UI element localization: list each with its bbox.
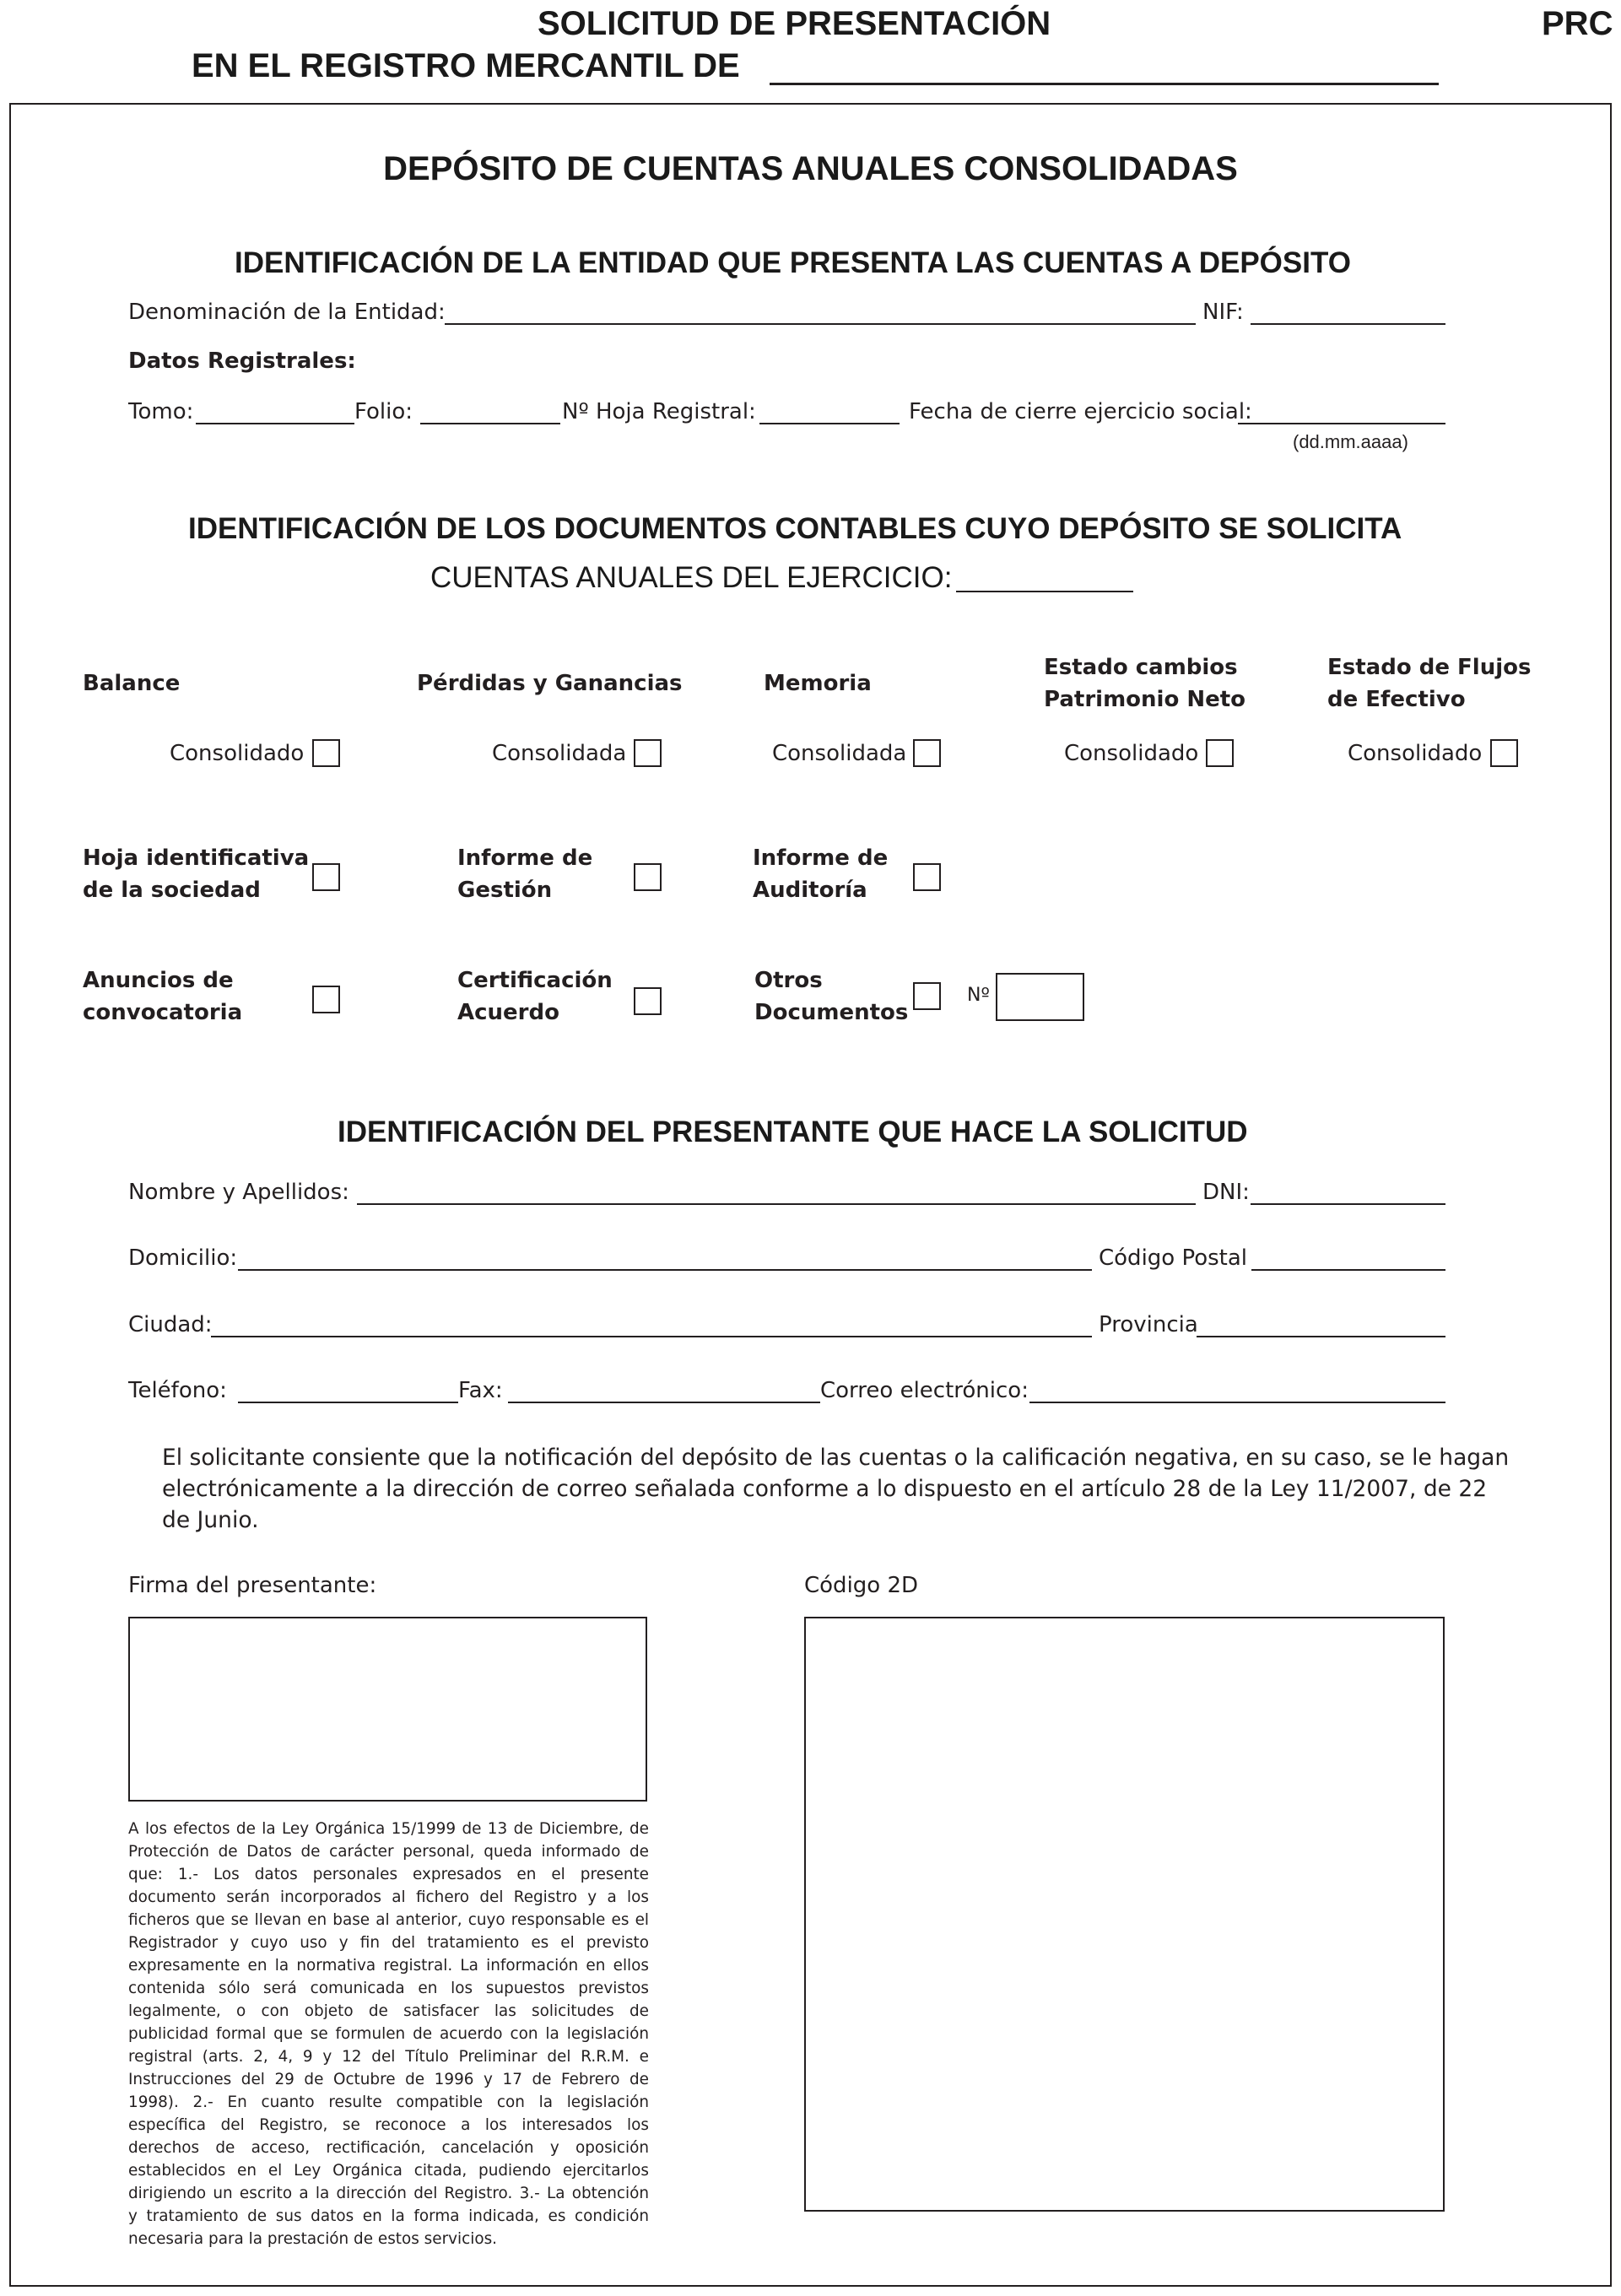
nombre-field[interactable]	[357, 1203, 1196, 1205]
dni-field[interactable]	[1251, 1203, 1445, 1205]
legal-line: expresamente en la normativa registral. La información en ellos	[128, 1957, 649, 1975]
doc-informe-auditoria-1: Informe de	[753, 845, 889, 871]
checkbox-hoja-identificativa[interactable]	[312, 863, 340, 891]
codigo-postal-label: Código Postal	[1099, 1245, 1248, 1271]
option-label-memoria: Consolidada	[772, 741, 907, 766]
ejercicio-field[interactable]	[956, 591, 1133, 592]
correo-field[interactable]	[1029, 1402, 1445, 1403]
folio-label: Folio:	[354, 399, 413, 424]
col-heading-flujos-1: Estado de Flujos	[1327, 655, 1532, 680]
legal-line: documento serán incorporados al fichero del Registro y a los	[128, 1888, 649, 1906]
doc-otros-1: Otros	[754, 968, 823, 993]
firma-label: Firma del presentante:	[128, 1573, 377, 1598]
domicilio-label: Domicilio:	[128, 1245, 238, 1271]
denominacion-field[interactable]	[445, 323, 1196, 325]
hoja-registral-label: Nº Hoja Registral:	[562, 399, 756, 424]
doc-hoja-identificativa-2: de la sociedad	[83, 878, 261, 903]
checkbox-otros-documentos[interactable]	[913, 982, 941, 1010]
legal-line: publicidad formal que se formulen de acuerdo con la legislación	[128, 2025, 649, 2043]
telefono-label: Teléfono:	[128, 1378, 227, 1403]
codigo-2d-label: Código 2D	[804, 1573, 919, 1598]
legal-line: legalmente, o con objeto de satisfacer las solicitudes de	[128, 2002, 649, 2020]
doc-informe-gestion-1: Informe de	[457, 845, 593, 871]
doc-certificacion-1: Certificación	[457, 968, 613, 993]
datos-registrales-label: Datos Registrales:	[128, 348, 356, 374]
legal-line: Registrador y cuyo uso y fin del tratamiento es el previsto	[128, 1934, 649, 1952]
form-title: DEPÓSITO DE CUENTAS ANUALES CONSOLIDADAS	[383, 150, 1238, 187]
legal-line: dirigiendo un escrito a la dirección del Registro. 3.- La obtención	[128, 2185, 649, 2202]
checkbox-informe-auditoria[interactable]	[913, 863, 941, 891]
title-line-2: EN EL REGISTRO MERCANTIL DE	[192, 47, 740, 84]
legal-line: registral (arts. 2, 4, 9 y 12 del Título Preliminar del R.R.M. e	[128, 2048, 649, 2066]
numero-field[interactable]	[996, 973, 1084, 1021]
checkbox-balance-consolidado[interactable]	[312, 739, 340, 767]
legal-line: contenida sólo será comunicada en los supuestos previstos	[128, 1980, 649, 1997]
consent-line: El solicitante consiente que la notificación del depósito de las cuentas o la calificación negativa, en su caso, se le hagan	[162, 1445, 1510, 1471]
doc-informe-gestion-2: Gestión	[457, 878, 553, 903]
col-heading-flujos-2: de Efectivo	[1327, 687, 1466, 712]
consent-text	[162, 1442, 1510, 1536]
legal-line: específica del Registro, se reconoce a los interesados los	[128, 2116, 649, 2134]
fecha-cierre-field[interactable]	[1238, 423, 1445, 424]
doc-anuncios-2: convocatoria	[83, 1000, 243, 1025]
option-label-estado-cambios: Consolidado	[1064, 741, 1199, 766]
domicilio-field[interactable]	[238, 1269, 1092, 1271]
doc-otros-2: Documentos	[754, 1000, 909, 1025]
checkbox-certificacion-acuerdo[interactable]	[634, 987, 662, 1015]
checkbox-anuncios-convocatoria[interactable]	[312, 986, 340, 1013]
doc-hoja-identificativa-1: Hoja identificativa	[83, 845, 310, 871]
col-heading-estado-cambios-2: Patrimonio Neto	[1044, 687, 1246, 712]
doc-certificacion-2: Acuerdo	[457, 1000, 559, 1025]
fax-field[interactable]	[508, 1402, 820, 1403]
option-label-balance: Consolidado	[170, 741, 305, 766]
telefono-field[interactable]	[238, 1402, 458, 1403]
legal-line: y tratamiento de sus datos en la forma indicada, es condición	[128, 2207, 649, 2225]
dni-label: DNI:	[1202, 1180, 1250, 1205]
consent-line: electrónicamente a la dirección de correo señalada conforme a lo dispuesto en el artículo 28 de la Ley 11/2007, de 22	[162, 1476, 1488, 1502]
consent-line: de Junio.	[162, 1507, 259, 1533]
tomo-field[interactable]	[196, 423, 354, 424]
entity-section-title: IDENTIFICACIÓN DE LA ENTIDAD QUE PRESENTA LAS CUENTAS A DEPÓSITO	[235, 246, 1351, 279]
ejercicio-label: CUENTAS ANUALES DEL EJERCICIO:	[430, 561, 953, 594]
legal-line: establecidos en el Ley Orgánica citada, pudiendo ejercitarlos	[128, 2162, 649, 2180]
doc-informe-auditoria-2: Auditoría	[753, 878, 867, 903]
denominacion-label: Denominación de la Entidad:	[128, 300, 446, 325]
option-label-flujos: Consolidado	[1348, 741, 1483, 766]
fecha-cierre-label: Fecha de cierre ejercicio social:	[909, 399, 1252, 424]
firma-box[interactable]	[128, 1617, 647, 1802]
option-label-perdidas: Consolidada	[492, 741, 627, 766]
documents-section-title: IDENTIFICACIÓN DE LOS DOCUMENTOS CONTABLES CUYO DEPÓSITO SE SOLICITA	[188, 512, 1402, 545]
legal-line: que: 1.- Los datos personales expresados en el presente	[128, 1866, 649, 1883]
col-heading-balance: Balance	[83, 671, 181, 696]
doc-anuncios-1: Anuncios de	[83, 968, 234, 993]
date-format-hint: (dd.mm.aaaa)	[1293, 431, 1408, 452]
checkbox-estado-cambios-consolidado[interactable]	[1206, 739, 1234, 767]
codigo-2d-box	[804, 1617, 1445, 2212]
checkbox-flujos-consolidado[interactable]	[1490, 739, 1518, 767]
correo-label: Correo electrónico:	[820, 1378, 1029, 1403]
legal-line: Instrucciones del 29 de Octubre de 1996 y 17 de Febrero de	[128, 2071, 649, 2088]
folio-field[interactable]	[420, 423, 560, 424]
title-line-1: SOLICITUD DE PRESENTACIÓN	[538, 5, 1051, 42]
nif-label: NIF:	[1202, 300, 1244, 325]
form-code: PRC	[1542, 5, 1613, 42]
checkbox-memoria-consolidada[interactable]	[913, 739, 941, 767]
hoja-registral-field[interactable]	[759, 423, 900, 424]
nombre-label: Nombre y Apellidos:	[128, 1180, 349, 1205]
fax-label: Fax:	[458, 1378, 503, 1403]
legal-line: A los efectos de la Ley Orgánica 15/1999 de 13 de Diciembre, de	[128, 1820, 649, 1838]
registro-mercantil-field[interactable]	[770, 83, 1439, 85]
ciudad-field[interactable]	[211, 1336, 1092, 1337]
checkbox-perdidas-consolidada[interactable]	[634, 739, 662, 767]
legal-line: necesaria para la prestación de estos servicios.	[128, 2230, 498, 2248]
provincia-field[interactable]	[1197, 1336, 1445, 1337]
codigo-postal-field[interactable]	[1251, 1269, 1445, 1271]
legal-line: ficheros que se llevan en base al anterior, cuyo responsable es el	[128, 1911, 649, 1929]
nif-field[interactable]	[1251, 323, 1445, 325]
col-heading-memoria: Memoria	[764, 671, 872, 696]
tomo-label: Tomo:	[128, 399, 194, 424]
legal-line: derechos de acceso, rectificación, cancelación y oposición	[128, 2139, 649, 2157]
legal-line: Protección de Datos de carácter personal, queda informado de	[128, 1843, 649, 1861]
ciudad-label: Ciudad:	[128, 1312, 213, 1337]
presenter-section-title: IDENTIFICACIÓN DEL PRESENTANTE QUE HACE LA SOLICITUD	[338, 1116, 1248, 1148]
numero-label: Nº	[967, 985, 990, 1006]
provincia-label: Provincia	[1099, 1312, 1198, 1337]
col-heading-perdidas-ganancias: Pérdidas y Ganancias	[417, 671, 683, 696]
checkbox-informe-gestion[interactable]	[634, 863, 662, 891]
legal-notice	[128, 1818, 649, 2250]
legal-line: 1998). 2.- En cuanto resulte compatible con la legislación	[128, 2093, 649, 2111]
col-heading-estado-cambios-1: Estado cambios	[1044, 655, 1238, 680]
